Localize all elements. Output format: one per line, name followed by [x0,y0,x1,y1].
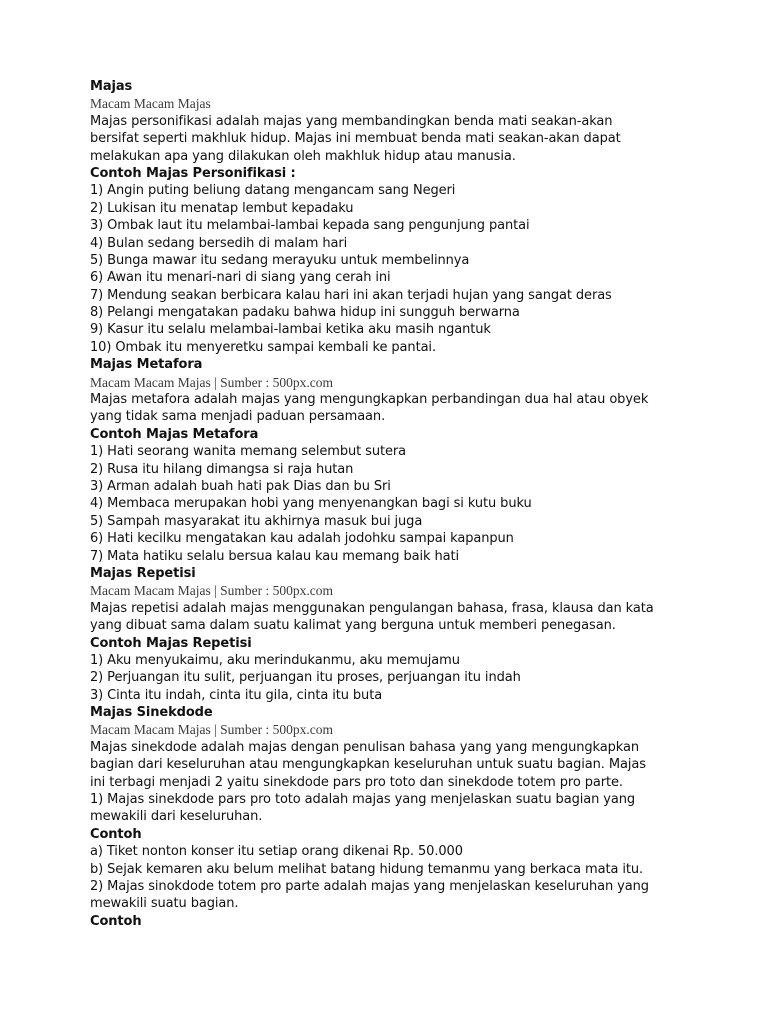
image-caption: Macam Macam Majas | Sumber : 500px.com [90,374,334,390]
paragraph-line: ini terbagi menjadi 2 yaitu sinekdode pars pro toto dan sinekdode totem pro parte. [90,774,623,790]
paragraph-line: 8) Pelangi mengatakan padaku bahwa hidup ini sungguh berwarna [90,305,520,321]
image-caption: Macam Macam Majas [90,96,211,112]
paragraph-line: 2) Rusa itu hilang dimangsa si raja hutan [90,461,354,477]
paragraph-line: 6) Hati kecilku mengatakan kau adalah jodohku sampai kapanpun [90,531,514,547]
section-heading: Contoh Majas Repetisi [90,635,252,651]
paragraph-line: Majas sinekdode adalah majas dengan penulisan bahasa yang yang mengungkapkan [90,739,639,755]
paragraph-line: bagian dari keseluruhan atau mengungkapkan keseluruhan untuk suatu bagian. Majas [90,757,646,773]
paragraph-line: melakukan apa yang dilakukan oleh makhluk hidup atau manusia. [90,148,516,164]
paragraph-line: 1) Aku menyukaimu, aku merindukanmu, aku memujamu [90,652,460,668]
paragraph-line: mewakili dari keseluruhan. [90,809,263,825]
paragraph-line: b) Sejak kemaren aku belum melihat batang hidung temanmu yang berkaca mata itu. [90,861,644,877]
paragraph-line: 10) Ombak itu menyeretku sampai kembali ke pantai. [90,339,436,355]
document-page [90,78,690,930]
paragraph-line: mewakili suatu bagian. [90,896,239,912]
paragraph-line: 3) Ombak laut itu melambai-lambai kepada sang pengunjung pantai [90,218,530,234]
section-heading: Contoh [90,913,142,929]
paragraph-line: 3) Arman adalah buah hati pak Dias dan bu Sri [90,478,391,494]
paragraph-line: 6) Awan itu menari-nari di siang yang cerah ini [90,270,391,286]
paragraph-line: 7) Mata hatiku selalu bersua kalau kau memang baik hati [90,548,459,564]
paragraph-line: 5) Bunga mawar itu sedang merayuku untuk membelinnya [90,252,470,268]
paragraph-line: 2) Majas sinokdode totem pro parte adalah majas yang menjelaskan keseluruhan yang [90,878,649,894]
section-heading: Majas [90,79,133,94]
paragraph-line: 2) Lukisan itu menatap lembut kepadaku [90,200,354,216]
paragraph-line: 9) Kasur itu selalu melambai-lambai ketika aku masih ngantuk [90,322,491,338]
paragraph-line: 7) Mendung seakan berbicara kalau hari ini akan terjadi hujan yang sangat deras [90,287,612,303]
paragraph-line: 1) Majas sinekdode pars pro toto adalah majas yang menjelaskan suatu bagian yang [90,792,636,808]
paragraph-line: bersifat seperti makhluk hidup. Majas ini membuat benda mati seakan-akan dapat [90,131,621,147]
paragraph-line: yang dibuat sama dalam suatu kalimat yang berguna untuk memberi penegasan. [90,618,616,634]
paragraph-line: 2) Perjuangan itu sulit, perjuangan itu proses, perjuangan itu indah [90,670,521,686]
paragraph-line: Majas personifikasi adalah majas yang membandingkan benda mati seakan-akan [90,113,613,129]
image-caption: Macam Macam Majas | Sumber : 500px.com [90,583,334,599]
paragraph-line: a) Tiket nonton konser itu setiap orang dikenai Rp. 50.000 [90,844,463,860]
paragraph-line: 1) Hati seorang wanita memang selembut sutera [90,444,406,460]
paragraph-line: 4) Membaca merupakan hobi yang menyenangkan bagi si kutu buku [90,496,532,512]
paragraph-line: 3) Cinta itu indah, cinta itu gila, cinta itu buta [90,687,383,703]
section-heading: Contoh [90,826,142,842]
section-heading: Contoh Majas Metafora [90,426,259,442]
image-caption: Macam Macam Majas | Sumber : 500px.com [90,722,334,738]
section-heading: Contoh Majas Personifikasi : [90,165,296,181]
section-heading: Majas Sinekdode [90,705,213,721]
paragraph-line: yang tidak sama menjadi paduan persamaan. [90,409,386,425]
paragraph-line: 1) Angin puting beliung datang mengancam sang Negeri [90,183,456,199]
section-heading: Majas Repetisi [90,565,196,581]
paragraph-line: 5) Sampah masyarakat itu akhirnya masuk bui juga [90,513,423,529]
section-heading: Majas Metafora [90,357,203,373]
paragraph-line: 4) Bulan sedang bersedih di malam hari [90,235,348,251]
paragraph-line: Majas repetisi adalah majas menggunakan pengulangan bahasa, frasa, klausa dan kata [90,600,654,616]
paragraph-line: Majas metafora adalah majas yang mengungkapkan perbandingan dua hal atau obyek [90,392,649,408]
